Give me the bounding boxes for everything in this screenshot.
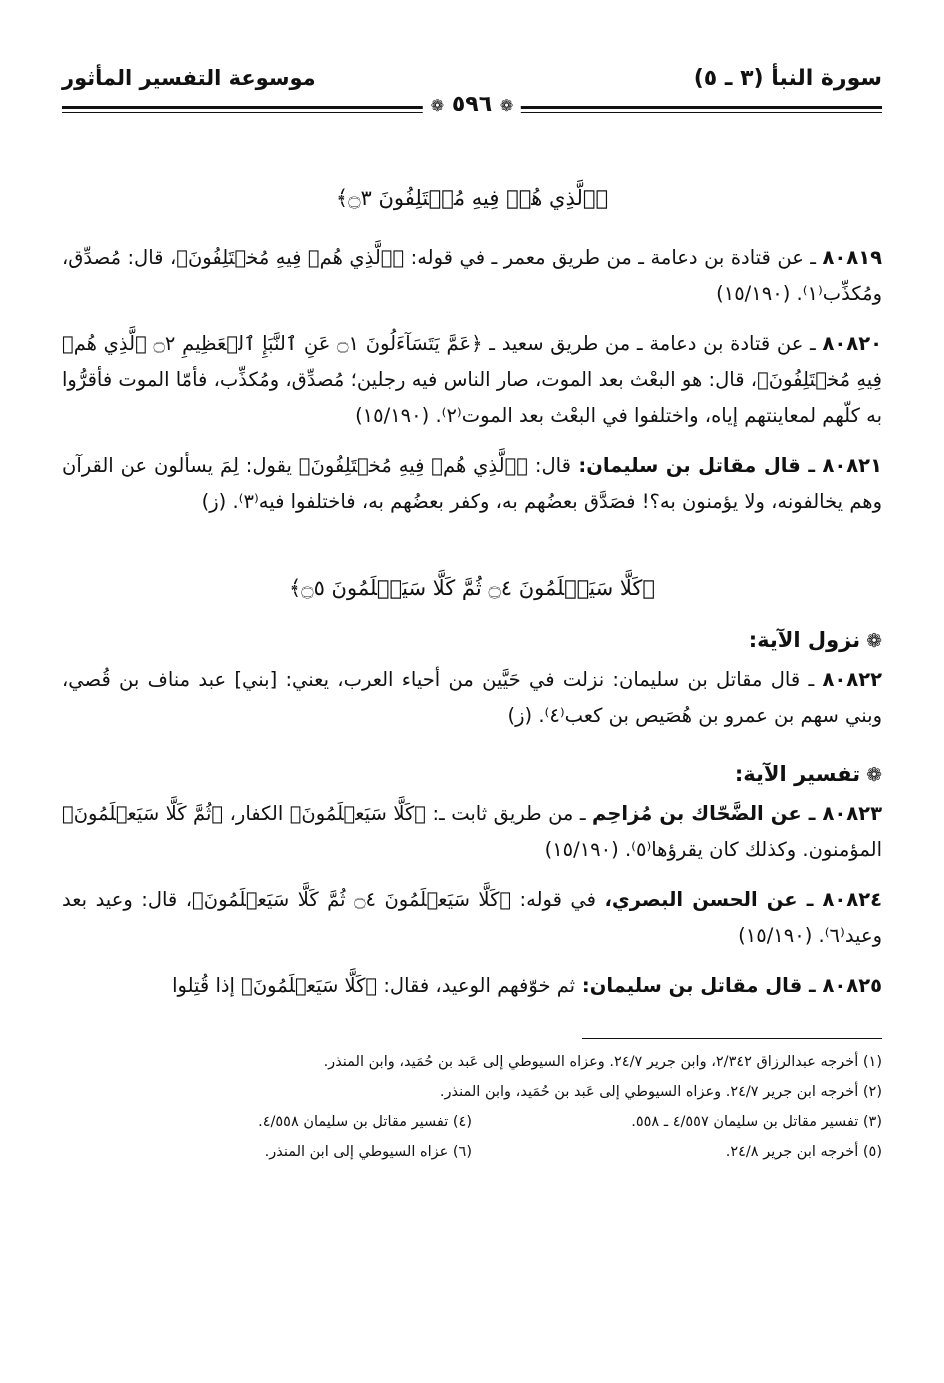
- entry-reference: (١٥/١٩٠): [355, 404, 436, 427]
- entry-number: ٨٠٨٢٥: [822, 974, 882, 997]
- footnote-row: [62, 1137, 882, 1167]
- footnote-4: (٤) تفسير مقاتل بن سليمان ٤/٥٥٨.: [258, 1114, 472, 1130]
- entry-reference: (ز): [507, 704, 539, 727]
- entry-text: ـ قال مقاتل بن سليمان: نزلت في حَيَّين من أحياء العرب، يعني: [بني] عبد مناف بن قُصي، وبني سهم بن عمرو بن هُصَيص بن كعب⁽٤⁾.: [62, 668, 882, 727]
- entry-source: ـ قال مقاتل بن سليمان:: [575, 974, 823, 997]
- section-title-tafsir: [62, 762, 882, 786]
- flower-ornament-icon: ❁: [866, 764, 882, 786]
- entry-text: قال: ﴿ٱلَّذِي هُمۡ فِيهِ مُخۡتَلِفُونَ﴾ يقول: لِمَ يسألون عن القرآن وهم يخالفونه، ولا يؤمنون به؟! فصَدَّق بعضُهم به، وكفر بعضُهم به، فاختلفوا فيه⁽٣⁾.: [62, 454, 882, 513]
- entry-80819: [62, 240, 882, 312]
- entry-source: ـ قال مقاتل بن سليمان:: [570, 454, 823, 477]
- entry-80823: [62, 796, 882, 868]
- entry-text: في قوله: ﴿كَلَّا سَيَعۡلَمُونَ ۝٤ ثُمَّ كَلَّا سَيَعۡلَمُونَ﴾، قال: وعيد بعد وعيد⁽٦⁾.: [62, 888, 882, 947]
- entry-number: ٨٠٨٢١: [822, 454, 882, 477]
- entry-80820: [62, 326, 882, 434]
- page-number-box: [423, 92, 521, 117]
- footnote-separator: [582, 1038, 882, 1039]
- entry-reference: (ز): [201, 490, 233, 513]
- entry-text: ـ عن قتادة بن دعامة ـ من طريق معمر ـ في قوله: ﴿ٱلَّذِي هُمۡ فِيهِ مُخۡتَلِفُونَ﴾، قال: مُصدِّق، ومُكذِّب⁽١⁾.: [62, 246, 882, 305]
- verse-heading-1: ﴿ٱلَّذِي هُمۡ فِيهِ مُخۡتَلِفُونَ ۝٣﴾: [335, 186, 609, 210]
- section-title-nuzul: [62, 628, 882, 652]
- entry-number: ٨٠٨٢٢: [822, 668, 882, 691]
- page-number: ٥٩٦: [451, 92, 493, 117]
- footnote-5: (٥) أخرجه ابن جرير ٢٤/٨.: [725, 1144, 882, 1160]
- entry-reference: (١٥/١٩٠): [716, 282, 797, 305]
- surah-header: سورة النبأ (٣ ـ ٥): [693, 66, 882, 91]
- entry-80821: [62, 448, 882, 520]
- entry-text: ـ من طريق ثابت ـ: ﴿كَلَّا سَيَعۡلَمُونَ﴾ الكفار، ﴿ثُمَّ كَلَّا سَيَعۡلَمُونَ﴾ المؤمنون. وكذلك كان يقرؤها⁽٥⁾.: [62, 802, 882, 861]
- entry-source: ـ عن الضَّحّاك بن مُزاحِم: [592, 802, 823, 825]
- entry-number: ٨٠٨٢٠: [822, 332, 882, 355]
- entry-text: ـ عن قتادة بن دعامة ـ من طريق سعيد ـ ﴿عَمَّ يَتَسَآءَلُونَ ۝١ عَنِ ٱلنَّبَإِ ٱلۡعَظِيمِ ۝٢ ٱلَّذِي هُمۡ فِيهِ مُخۡتَلِفُونَ﴾، قال: هو البعْث بعد الموت، صار الناس فيه رجلين؛ مُصدِّق، ومُكذِّب، فأمّا الموت فأقرُّوا به كلّهم لمعاينتهم إياه، واختلفوا في البعْث بعد الموت⁽٢⁾.: [62, 332, 882, 427]
- footnote-6: (٦) عزاه السيوطي إلى ابن المنذر.: [264, 1144, 472, 1160]
- verse-heading-2: ﴿كَلَّا سَيَعۡلَمُونَ ۝٤ ثُمَّ كَلَّا سَيَعۡلَمُونَ ۝٥﴾: [288, 576, 656, 600]
- entry-text: ثم خوّفهم الوعيد، فقال: ﴿كَلَّا سَيَعۡلَمُونَ﴾ إذا قُتِلوا: [172, 974, 576, 997]
- book-page: [62, 62, 882, 1362]
- flower-ornament-icon: ❁: [866, 630, 882, 652]
- entry-reference: (١٥/١٩٠): [544, 838, 625, 861]
- footnote-1: (١) أخرجه عبدالرزاق ٢/٣٤٢، وابن جرير ٢٤/٧. وعزاه السيوطي إلى عَبد بن حُمَيد، وابن المنذر.: [323, 1054, 882, 1070]
- book-title: موسوعة التفسير المأثور: [62, 66, 316, 90]
- section-title-text: نزول الآية:: [748, 628, 861, 652]
- section-title-text: تفسير الآية:: [734, 762, 861, 786]
- entry-number: ٨٠٨٢٤: [822, 888, 882, 911]
- entry-number: ٨٠٨١٩: [822, 246, 882, 269]
- footnote-row: [62, 1107, 882, 1137]
- entry-80824: [62, 882, 882, 954]
- ornament-icon: ❁: [430, 96, 445, 115]
- footnotes: [62, 1047, 882, 1167]
- entry-80825: [62, 968, 882, 1004]
- entry-80822: [62, 662, 882, 734]
- page-header: [62, 62, 882, 122]
- entry-source: ـ عن الحسن البصري،: [604, 888, 823, 911]
- entry-reference: (١٥/١٩٠): [738, 924, 819, 947]
- entry-number: ٨٠٨٢٣: [822, 802, 882, 825]
- ornament-icon: ❁: [499, 96, 514, 115]
- footnote-3: (٣) تفسير مقاتل بن سليمان ٤/٥٥٧ ـ ٥٥٨.: [631, 1114, 882, 1130]
- footnote-2: (٢) أخرجه ابن جرير ٢٤/٧. وعزاه السيوطي إلى عَبد بن حُمَيد، وابن المنذر.: [439, 1084, 882, 1100]
